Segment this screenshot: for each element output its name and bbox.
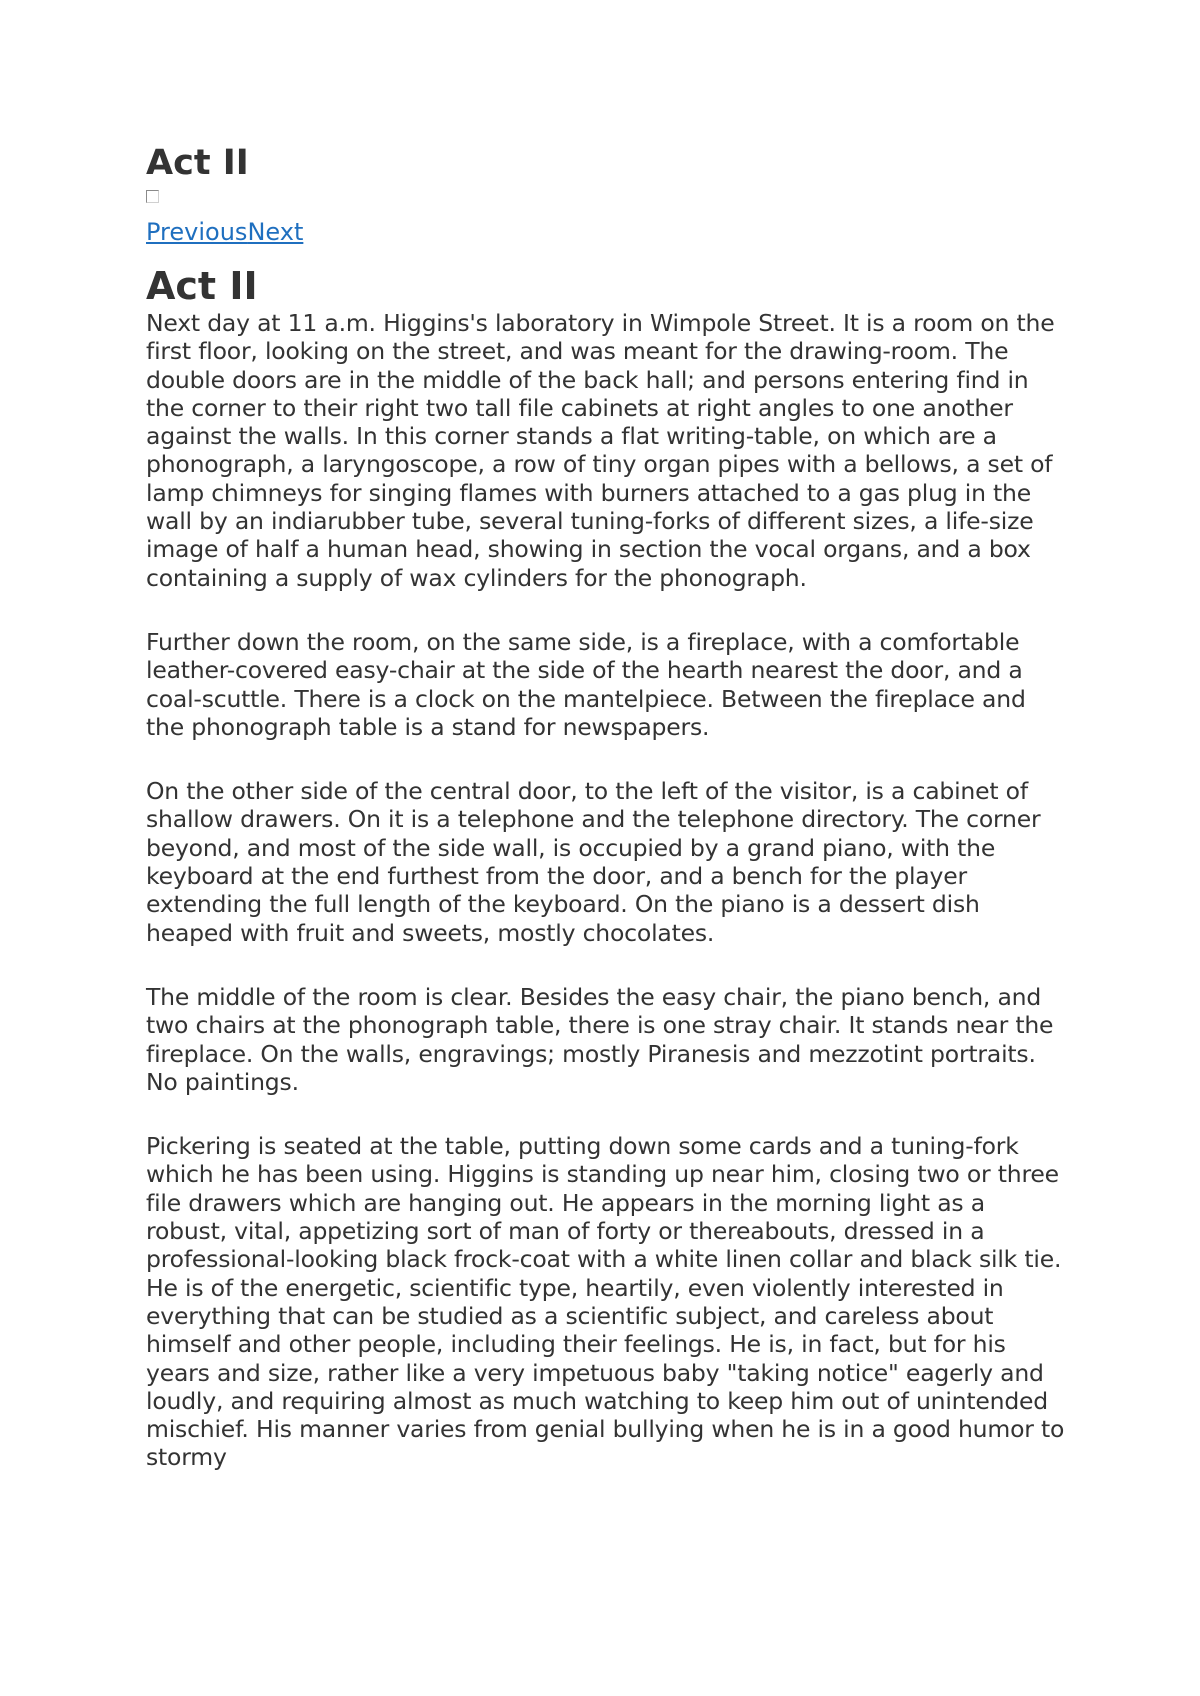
paragraph: On the other side of the central door, to the left of the visitor, is a cabinet of shallow drawers. On it is a telephone and the telephone directory. The corner beyond, and most of the side wall, is occupied by a grand piano, with the keyboard at the end furthest from the door, and a bench for the player extending the full length of the keyboard. On the piano is a dessert dish heaped with fruit and sweets, mostly chocolates. <box>146 777 1041 947</box>
paragraph: Further down the room, on the same side, is a fireplace, with a comfortable leather-covered easy-chair at the side of the hearth nearest the door, and a coal-scuttle. There is a clock on the mantelpiece. Between the fireplace and the phonograph table is a stand for newspapers. <box>146 627 1026 741</box>
document-title: Act II <box>146 143 249 183</box>
paragraph: Next day at 11 a.m. Higgins's laboratory in Wimpole Street. It is a room on the first floor, looking on the street, and was meant for the drawing-room. The double doors are in the middle of the back hall; and persons entering find in the corner to their right two tall file cabinets at right angles to one another against the walls. In this corner stands a flat writing-table, on which are a phonograph, a laryngoscope, a row of tiny organ pipes with a bellows, a set of lamp chimneys for singing flames with burners attached to a gas plug in the wall by an indiarubber tube, several tuning-forks of different sizes, a life-size image of half a human head, showing in section the vocal organs, and a box containing a supply of wax cylinders for the phonograph. <box>146 309 1055 592</box>
paragraph: The middle of the room is clear. Besides the easy chair, the piano bench, and two chairs at the phonograph table, there is one stray chair. It stands near the fireplace. On the walls, engravings; mostly Piranesis and mezzotint portraits. No paintings. <box>146 982 1054 1096</box>
document-page <box>146 140 1066 1508</box>
chapter-navigation <box>146 217 1066 247</box>
next-link[interactable]: Next <box>247 218 304 246</box>
previous-link[interactable]: Previous <box>146 218 248 246</box>
paragraph: Pickering is seated at the table, putting down some cards and a tuning-fork which he has been using. Higgins is standing up near him, closing two or three file drawers which are hanging out. He appears in the morning light as a robust, vital, appetizing sort of man of forty or thereabouts, dressed in a professional-looking black frock-coat with a white linen collar and black silk tie. He is of the energetic, scientific type, heartily, even violently interested in everything that can be studied as a scientific subject, and careless about himself and other people, including their feelings. He is, in fact, but for his years and size, rather like a very impetuous baby "taking notice" eagerly and loudly, and requiring almost as much watching to keep him out of unintended mischief. His manner varies from genial bullying when he is in a good humor to stormy <box>146 1132 1065 1472</box>
section-heading: Act II <box>146 264 258 308</box>
broken-image-icon <box>146 190 159 203</box>
